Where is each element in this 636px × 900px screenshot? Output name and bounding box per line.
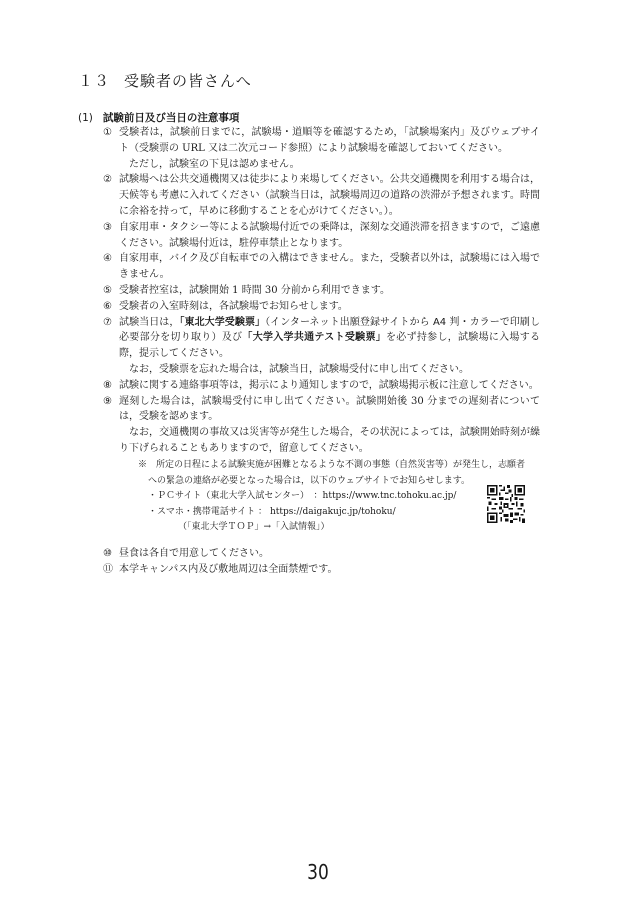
pc-site-link[interactable]: ：https://www.tnc.tohoku.ac.jp/ (313, 491, 457, 501)
item-text: 自家用車，バイク及び自転車での入構はできません。また，受験者以外は，試験場には入場できません。 (119, 253, 540, 281)
item-text: 受験者は，試験前日までに，試験場・道順等を確認するため，「試験場案内」及びウェブサイト（受験票の URL 又は二次元コード参照）により試験場を確認しておいてください。 (119, 127, 540, 154)
section-heading (78, 70, 252, 91)
list-item-admission-ticket (103, 315, 540, 362)
item-text: 受験者の入室時刻は，各試験場でお知らせします。 (119, 300, 348, 312)
list-item (103, 378, 540, 394)
item-text: なお，受験票を忘れた場合は，試験当日，試験場受付に申し出てください。 (129, 363, 469, 375)
item-marker: ② (103, 174, 112, 186)
item-text: 遅刻した場合は，試験場受付に申し出てください。試験開始後 30 分までの遅刻者については，受験を認めます。 (119, 395, 540, 423)
item-marker: ④ (103, 253, 112, 265)
item-text: を必ず持参し，試験場に入場する際，提示してください。 (119, 332, 541, 360)
tohoku-ticket-label: 「東北大学受験票」 (179, 316, 266, 328)
item-marker (103, 157, 119, 173)
item-text: 受験者控室は，試験開始 1 時間 30 分前から利用できます。 (119, 284, 391, 296)
item-text: 試験に関する連絡事項等は，掲示により通知しますので，試験場掲示板に注意してください。 (119, 379, 539, 391)
list-item (103, 299, 540, 315)
item-marker: ⑨ (103, 395, 112, 407)
item-marker: ⑩ (103, 548, 112, 559)
list-item (103, 172, 540, 219)
list-item (103, 251, 540, 283)
list-item-continuation (103, 425, 540, 457)
mobile-site-label: ・スマホ・携帯電話サイト ： (148, 506, 268, 517)
list-item (103, 157, 540, 173)
qr-code-icon[interactable] (487, 485, 525, 523)
list-item (103, 283, 540, 299)
list-item (103, 125, 540, 157)
mobile-site-link[interactable]: https://daigakujc.jp/tohoku/ (269, 506, 396, 517)
pc-site-label: ・ＰＣサイト（東北大学入試センター） (148, 491, 305, 501)
section-number: １３ (78, 72, 111, 90)
item-text: 試験当日は， (119, 316, 180, 328)
subsection-number: (1) (78, 112, 93, 124)
list-item-continuation (103, 362, 540, 378)
list-item (103, 394, 540, 426)
common-test-ticket-label: 「大学入学共通テスト受験票」 (242, 332, 387, 344)
subsection-heading (78, 110, 239, 125)
item-marker: ③ (103, 221, 112, 233)
item-text: なお，交通機関の事故又は災害等が発生した場合，その状況によっては，試験開始時刻が繰り下げられることもありますので，留意してください。 (119, 427, 540, 454)
item-text: 自家用車・タクシー等による試験場付近での乗降は，深刻な交通渋滞を招きますので，ご遠慮ください。試験場付近は，駐停車禁止となります。 (119, 221, 540, 249)
note-text: への緊急の連絡が必要となった場合は，以下のウェブサイトでお知らせします。 (148, 475, 471, 486)
mobile-site-path: （「東北大学ＴＯＰ」→「入試情報」） (178, 522, 330, 532)
list-item (103, 220, 540, 252)
item-marker: ⑤ (103, 284, 112, 296)
item-text: 本学キャンパス内及び敷地周辺は全面禁煙です。 (119, 563, 338, 575)
item-marker: ⑧ (103, 379, 112, 391)
note-text: 所定の日程による試験実施が困難となるような不測の事態（自然災害等）が発生し，志願者 (156, 460, 526, 470)
emergency-notice (138, 458, 538, 536)
item-marker: ⑥ (103, 300, 112, 312)
item-marker: ⑦ (103, 316, 112, 328)
item-text: 昼食は各自で用意してください。 (119, 548, 269, 559)
list-item (103, 546, 540, 562)
section-title: 受験者の皆さんへ (124, 72, 252, 90)
page-number: 30 (307, 860, 329, 884)
item-text: 試験場へは公共交通機関又は徒歩により来場してください。公共交通機関を利用する場合は，天候等も考慮に入れてください（試験当日は，試験場周辺の道路の渋滞が予想されます。時間に余裕を持って，早めに移動することを心がけてください。）。 (119, 174, 540, 217)
item-marker: ⑪ (103, 563, 113, 575)
notice-list-continued (103, 546, 540, 578)
item-text: （インターネット出願登録サイトから A4 判・カラーで印刷し必要部分を切り取り）及び (119, 316, 541, 344)
notice-list (103, 125, 540, 457)
list-item (103, 562, 540, 578)
item-marker: ① (103, 127, 112, 138)
subsection-title: 試験前日及び当日の注意事項 (102, 112, 240, 124)
item-text: ただし，試験室の下見は認めません。 (129, 158, 300, 170)
note-mark: ※ (138, 460, 148, 470)
